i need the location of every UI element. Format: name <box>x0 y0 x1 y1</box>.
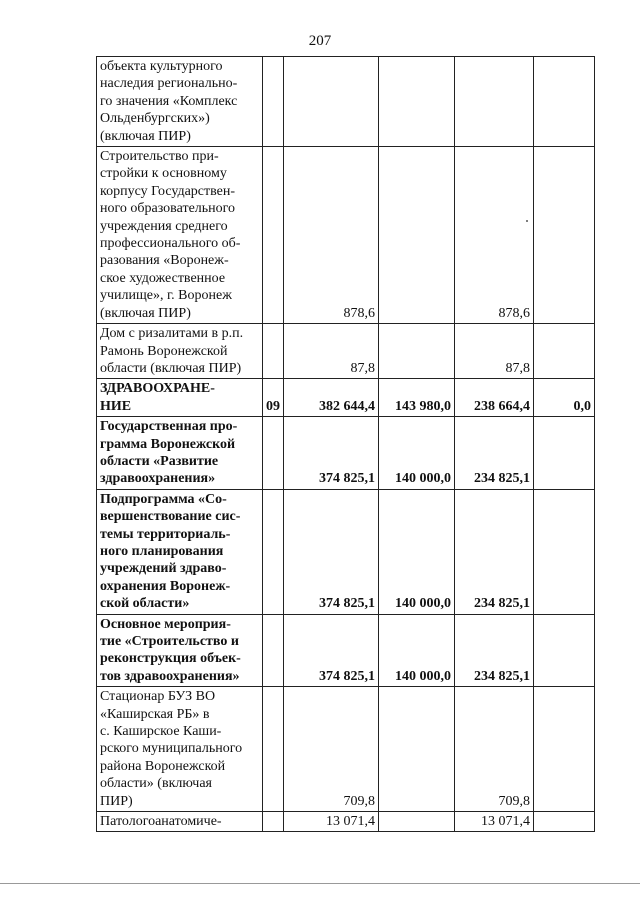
item-name-cell <box>97 324 263 379</box>
item-name-line: Государственная про- <box>100 419 238 435</box>
regional-amount-cell: 13 071,4 <box>455 812 534 832</box>
item-name-line: ПИР) <box>100 793 133 809</box>
item-name-line: ного планирования <box>100 543 224 559</box>
other-amount-cell <box>534 324 595 379</box>
item-name-line: рского муниципального <box>100 741 243 757</box>
item-name-line: Стационар БУЗ ВО <box>100 689 216 705</box>
table-row <box>97 379 595 417</box>
section-code-cell <box>263 614 284 687</box>
item-name-line: стройки к основному <box>100 166 227 182</box>
section-code-cell <box>263 489 284 614</box>
item-name-line: охранения Воронеж- <box>100 578 231 594</box>
other-amount-cell: 0,0 <box>534 379 595 417</box>
item-name-line: области «Развитие <box>100 453 219 469</box>
budget-table-body <box>97 57 595 832</box>
regional-amount-cell: 234 825,1 <box>455 614 534 687</box>
item-name-line: учреждений здраво- <box>100 561 227 577</box>
other-amount-cell <box>534 147 595 324</box>
item-name-cell <box>97 57 263 147</box>
other-amount-cell <box>534 57 595 147</box>
item-name-line: ЗДРАВООХРАНЕ- <box>100 381 215 397</box>
item-name-line: тие «Строительство и <box>100 634 239 649</box>
other-amount-cell <box>534 687 595 812</box>
federal-amount-cell: 140 000,0 <box>379 489 455 614</box>
section-code-cell <box>263 417 284 490</box>
item-name-line: училище», г. Воронеж <box>100 288 232 304</box>
section-code-cell <box>263 812 284 832</box>
item-name-line: тов здравоохранения» <box>100 668 240 684</box>
item-name-line: области (включая ПИР) <box>100 360 242 376</box>
item-name-line: профессионального об- <box>100 236 241 252</box>
total-amount-cell: 382 644,4 <box>284 379 379 417</box>
item-name-line: вершенствование сис- <box>100 509 241 525</box>
regional-amount-cell: 234 825,1 <box>455 417 534 490</box>
item-name-line: наследия регионально- <box>100 76 238 92</box>
table-row <box>97 812 595 832</box>
item-name-line: реконструкция объек- <box>100 651 241 667</box>
section-code-cell: 09 <box>263 379 284 417</box>
item-name-line: грамма Воронежской <box>100 436 236 452</box>
table-row <box>97 57 595 147</box>
section-code-cell <box>263 147 284 324</box>
budget-table <box>96 56 595 832</box>
page-number: 207 <box>308 33 332 49</box>
section-code-cell <box>263 57 284 147</box>
other-amount-cell <box>534 489 595 614</box>
federal-amount-cell <box>379 812 455 832</box>
item-name-line: Подпрограмма «Со- <box>100 491 227 507</box>
item-name-line: (включая ПИР) <box>100 305 191 321</box>
item-name-line: (включая ПИР) <box>100 128 191 144</box>
item-name-cell <box>97 489 263 614</box>
table-row <box>97 687 595 812</box>
regional-amount-cell: 87,8 <box>455 324 534 379</box>
total-amount-cell <box>284 57 379 147</box>
other-amount-cell <box>534 417 595 490</box>
item-name-line: Строительство при- <box>100 149 219 165</box>
item-name-cell <box>97 614 263 687</box>
total-amount-cell: 13 071,4 <box>284 812 379 832</box>
table-row <box>97 417 595 490</box>
federal-amount-cell: 140 000,0 <box>379 614 455 687</box>
item-name-line: го значения «Комплекс <box>100 93 238 109</box>
total-amount-cell: 374 825,1 <box>284 417 379 490</box>
total-amount-cell: 709,8 <box>284 687 379 812</box>
regional-amount-cell <box>455 57 534 147</box>
regional-amount-cell: 234 825,1 <box>455 489 534 614</box>
item-name-line: Дом с ризалитами в р.п. <box>100 326 244 342</box>
item-name-line: НИЕ <box>100 398 132 414</box>
regional-amount-cell: 709,8 <box>455 687 534 812</box>
section-code-cell <box>263 687 284 812</box>
item-name-line: темы территориаль- <box>100 526 231 542</box>
table-row <box>97 324 595 379</box>
item-name-line: Рамонь Воронежской <box>100 343 228 359</box>
item-name-cell <box>97 812 263 832</box>
item-name-cell <box>97 417 263 490</box>
item-name-line: Основное мероприя- <box>100 616 231 632</box>
federal-amount-cell <box>379 687 455 812</box>
item-name-line: здравоохранения» <box>100 471 216 487</box>
total-amount-cell: 374 825,1 <box>284 489 379 614</box>
regional-amount-cell: 878,6 <box>455 147 534 324</box>
table-row <box>97 489 595 614</box>
federal-amount-cell <box>379 57 455 147</box>
item-name-line: корпусу Государствен- <box>100 183 236 199</box>
federal-amount-cell: 140 000,0 <box>379 417 455 490</box>
item-name-line: разования «Воронеж- <box>100 253 229 269</box>
item-name-cell <box>97 379 263 417</box>
item-name-line: области» (включая <box>100 776 212 792</box>
other-amount-cell <box>534 614 595 687</box>
total-amount-cell: 878,6 <box>284 147 379 324</box>
federal-amount-cell: 143 980,0 <box>379 379 455 417</box>
item-name-line: «Каширская РБ» в <box>100 706 210 722</box>
total-amount-cell: 87,8 <box>284 324 379 379</box>
item-name-cell <box>97 687 263 812</box>
item-name-line: района Воронежской <box>100 758 226 774</box>
regional-amount-cell: 238 664,4 <box>455 379 534 417</box>
item-name-line: с. Каширское Каши- <box>100 724 222 740</box>
item-name-line: Ольденбургских») <box>100 111 210 127</box>
item-name-line: учреждения среднего <box>100 218 228 234</box>
item-name-line: ской области» <box>100 596 190 612</box>
scan-bottom-edge <box>0 883 640 884</box>
section-code-cell <box>263 324 284 379</box>
table-row <box>97 614 595 687</box>
item-name-line: ское художественное <box>100 270 226 286</box>
other-amount-cell <box>534 812 595 832</box>
federal-amount-cell <box>379 147 455 324</box>
item-name-line: ного образовательного <box>100 201 236 217</box>
item-name-line: объекта культурного <box>100 59 223 74</box>
federal-amount-cell <box>379 324 455 379</box>
total-amount-cell: 374 825,1 <box>284 614 379 687</box>
item-name-cell <box>97 147 263 324</box>
item-name-line: Патологоанатомиче- <box>100 814 222 830</box>
table-row <box>97 147 595 324</box>
